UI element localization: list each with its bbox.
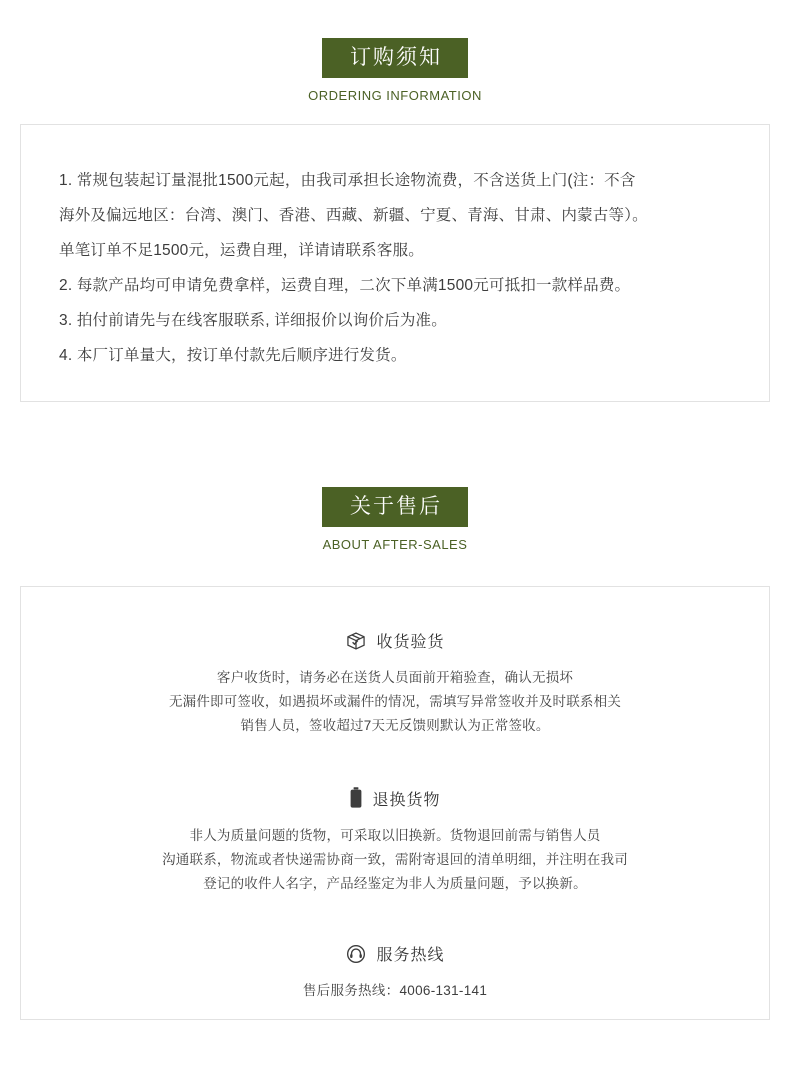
ordering-panel	[20, 124, 770, 402]
after-sales-body-line: 客户收货时，请务必在送货人员面前开箱验查，确认无损坏	[216, 670, 574, 685]
ordering-line: 海外及偏远地区：台湾、澳门、香港、西藏、新疆、宁夏、青海、甘肃、内蒙古等）。	[59, 207, 648, 224]
after-sales-section-header	[0, 487, 790, 552]
headset-icon	[345, 943, 367, 965]
ordering-section-header	[0, 38, 790, 103]
ordering-line: 1. 常规包装起订量混批1500元起，由我司承担长途物流费，不含送货上门(注：不含	[59, 172, 636, 189]
after-sales-group-title-row	[21, 942, 769, 965]
after-sales-group-title: 服务热线	[376, 947, 445, 964]
after-sales-group-title-row	[21, 786, 769, 810]
ordering-line: 4. 本厂订单量大，按订单付款先后顺序进行发货。	[59, 347, 407, 364]
hotline-number: 售后服务热线：4006-131-141	[302, 983, 488, 998]
ordering-line: 3. 拍付前请先与在线客服联系, 详细报价以询价后为准。	[59, 312, 447, 329]
ordering-line: 2. 每款产品均可申请免费拿样，运费自理，二次下单满1500元可抵扣一款样品费。	[59, 277, 631, 294]
after-sales-group-receiving	[21, 629, 769, 738]
after-sales-group-exchange	[21, 786, 769, 896]
after-sales-body-line: 登记的收件人名字，产品经鉴定为非人为质量问题，予以换新。	[203, 876, 587, 891]
after-sales-body-line: 销售人员，签收超过7天无反馈则默认为正常签收。	[240, 718, 550, 733]
ordering-line: 单笔订单不足1500元，运费自理，详请请联系客服。	[59, 242, 424, 259]
after-sales-body-line: 非人为质量问题的货物，可采取以旧换新。货物退回前需与销售人员	[189, 828, 601, 843]
after-sales-group-title-row	[21, 629, 769, 652]
after-sales-group-hotline	[21, 942, 769, 1003]
after-sales-group-body	[21, 666, 769, 738]
after-sales-group-body	[21, 824, 769, 896]
after-sales-group-body	[21, 979, 769, 1003]
battery-icon	[349, 786, 363, 810]
after-sales-panel	[20, 586, 770, 1020]
after-sales-body-line: 无漏件即可签收，如遇损坏或漏件的情况，需填写异常签收并及时联系相关	[168, 694, 622, 709]
ordering-subtitle: ORDERING INFORMATION	[308, 88, 482, 103]
after-sales-subtitle: ABOUT AFTER-SALES	[322, 537, 468, 552]
after-sales-badge: 关于售后	[322, 487, 468, 527]
package-check-icon	[345, 630, 367, 652]
after-sales-body-line: 沟通联系，物流或者快递需协商一致，需附寄退回的清单明细，并注明在我司	[162, 852, 628, 867]
after-sales-group-title: 退换货物	[372, 791, 441, 809]
ordering-badge: 订购须知	[322, 38, 468, 78]
after-sales-group-title: 收货验货	[376, 634, 445, 651]
